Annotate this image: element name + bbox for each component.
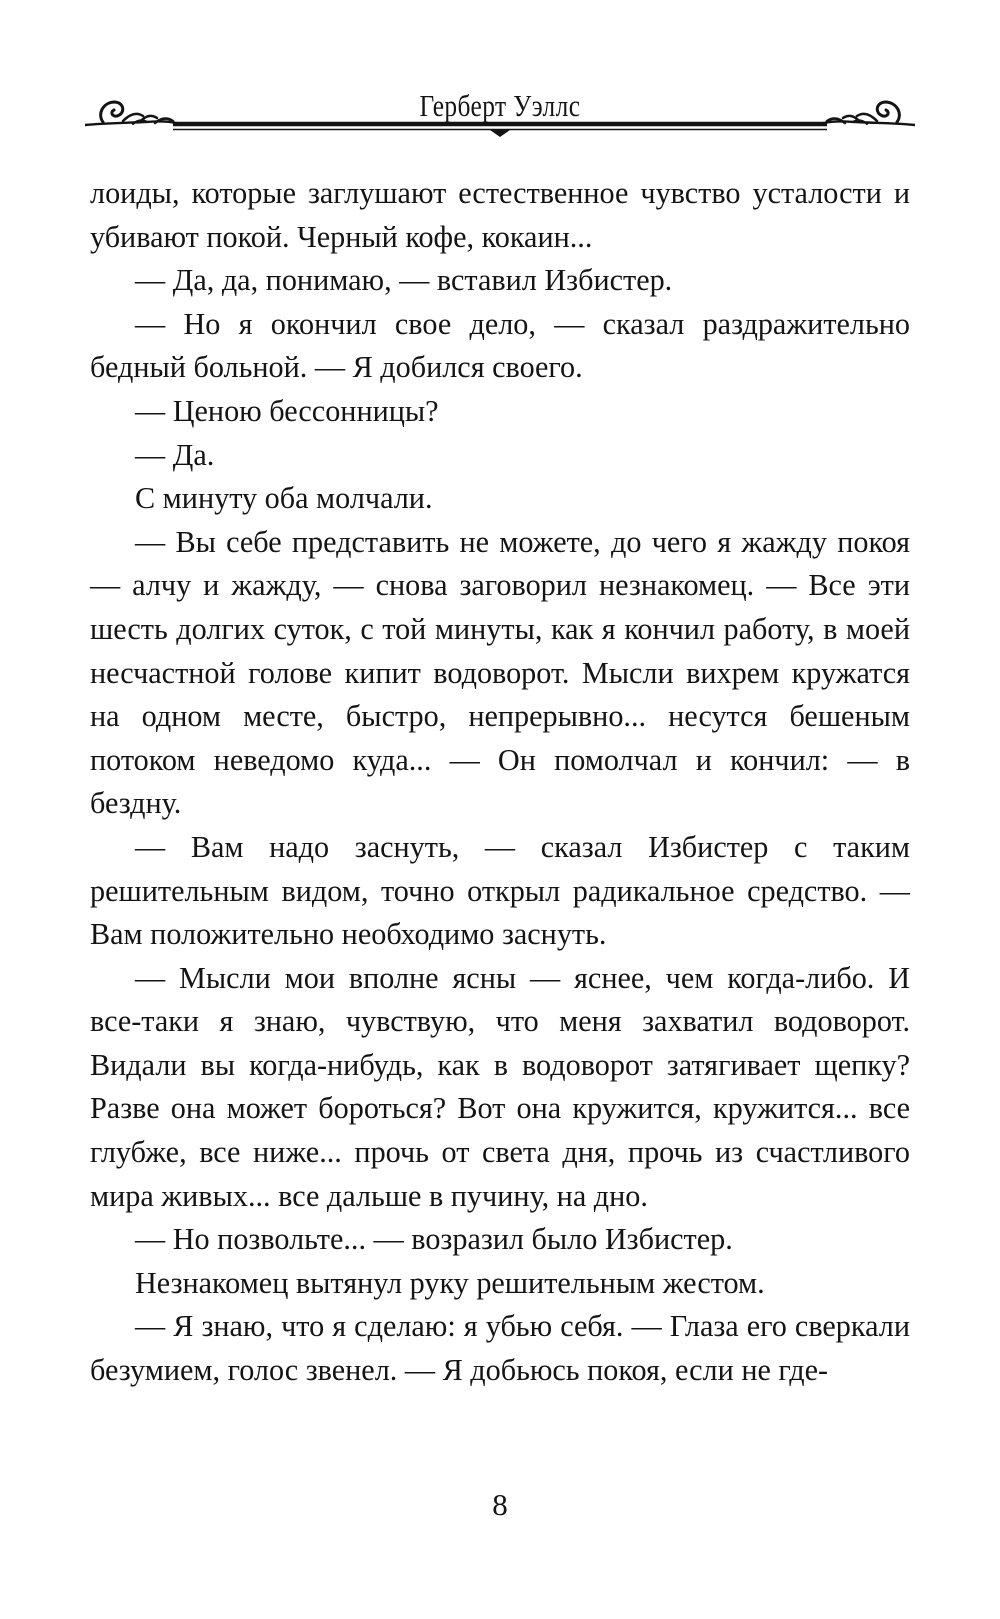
paragraph: — Но позвольте... — возразил было Избистер. — [135, 1222, 733, 1257]
page-number: 8 — [492, 1487, 508, 1522]
body-text — [90, 172, 910, 1393]
page-header — [85, 78, 915, 158]
paragraph: — Да, да, понимаю, — вставил Избистер. — [135, 263, 673, 298]
paragraph: лоиды, которые заглушают естественное чувство усталости и убивают покой. Черный кофе, кокаин... — [90, 176, 910, 254]
paragraph: — Вам надо заснуть, — сказал Избистер с таким решительным видом, точно открыл радикальное средство. — Вам положительно необходимо заснуть. — [90, 829, 910, 952]
paragraph: — Мысли мои вполне ясны — яснее, чем когда-либо. И все-таки я знаю, чувствую, что меня захватил водоворот. Видали вы когда-нибудь, как в водоворот затягивает щепку? Разве она может бороться? Вот она кружится, кружится... все глубже, все ниже... прочь от света дня, прочь из счастливого мира живых... все дальше в пучину, на дно. — [90, 960, 910, 1213]
paragraph: — Вы себе представить не можете, до чего я жажду покоя — алчу и жажду, — снова заговорил незнакомец. — Все эти шесть долгих суток, с той минуты, как я кончил работу, в моей несчастной голове кипит водоворот. Мысли вихрем кружатся на одном месте, быстро, непрерывно... несутся бешеным потоком неведомо куда... — Он помолчал и кончил: — в бездну. — [90, 524, 910, 821]
running-title: Герберт Уэллс — [419, 88, 581, 123]
paragraph: — Но я окончил свое дело, — сказал раздражительно бедный больной. — Я добился своего. — [90, 306, 910, 385]
paragraph: — Я знаю, что я сделаю: я убью себя. — Глаза его сверкали безумием, голос звенел. — Я добьюсь покоя, если не где- — [90, 1309, 910, 1388]
paragraph: — Да. — [135, 437, 215, 472]
paragraph: С минуту оба молчали. — [135, 481, 433, 516]
paragraph: — Ценою бессонницы? — [135, 393, 439, 428]
paragraph: Незнакомец вытянул руку решительным жестом. — [135, 1265, 765, 1300]
